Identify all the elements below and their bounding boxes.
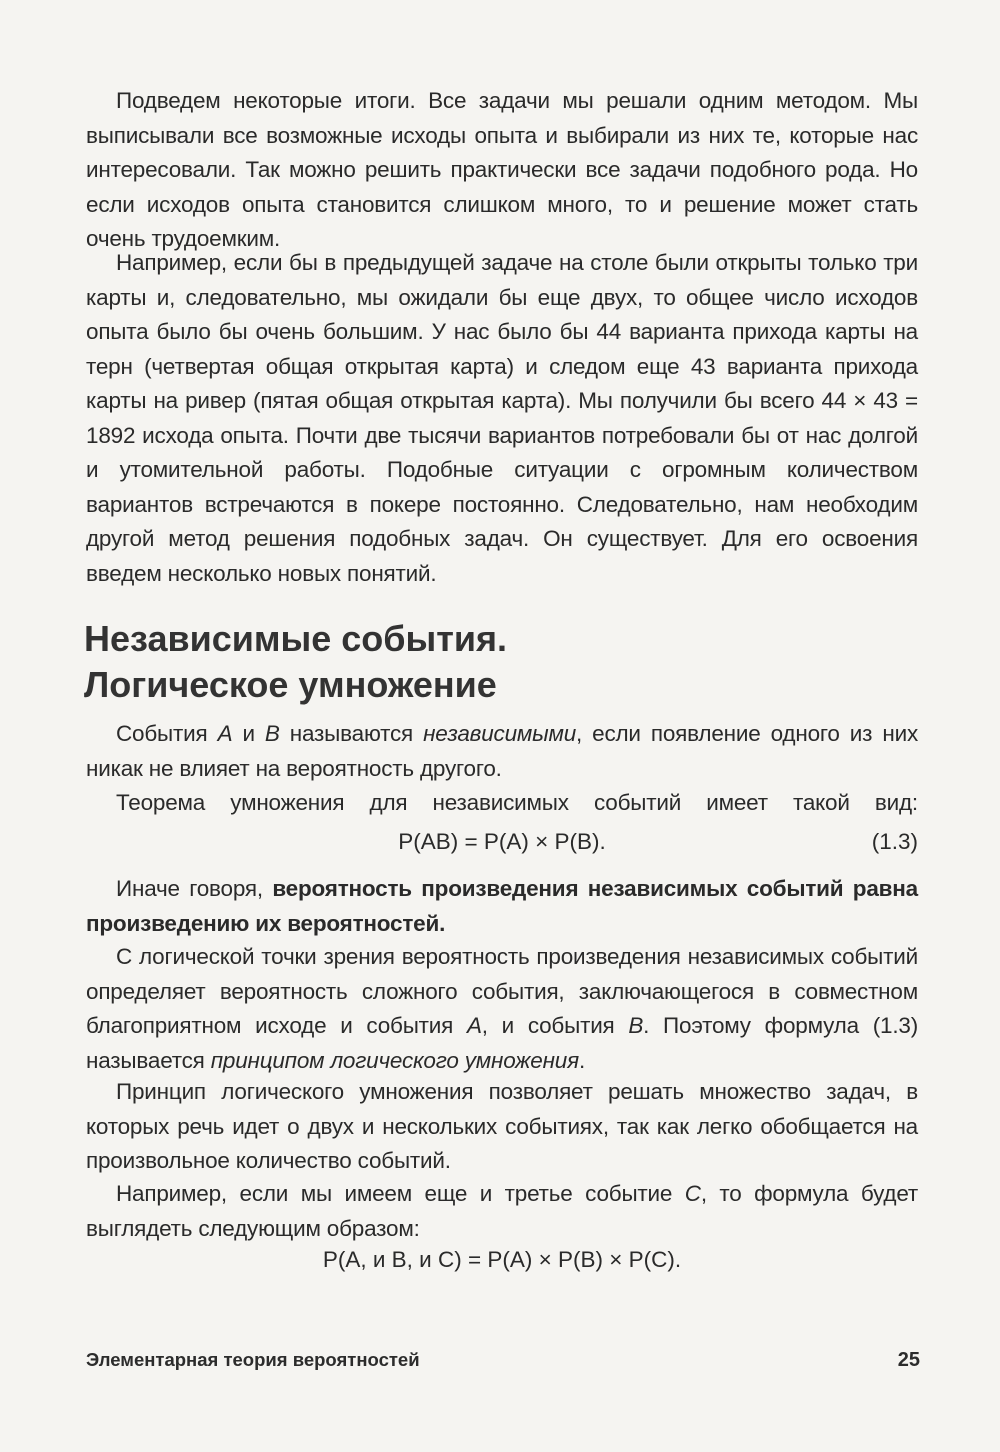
text-run: , и события [481, 1013, 629, 1038]
paragraph-principle-usage: Принцип логического умножения позволяет решать множество задач, в которых речь идет о двух и нескольких событиях, так как легко обобщается на произвольное количество событий. [86, 1079, 918, 1173]
term-logical-multiplication: принципом логического умножения [210, 1047, 579, 1073]
event-b: B [628, 1013, 644, 1038]
text-run: Например, если мы имеем еще и третье событие [116, 1181, 685, 1206]
text-run: и [232, 721, 265, 746]
formula-three-events-text: P(A, и B, и C) = P(A) × P(B) × P(C). [322, 1247, 682, 1272]
term-independent: независимыми [423, 721, 577, 746]
event-a: A [466, 1013, 482, 1038]
event-b: B [264, 721, 280, 746]
text-run: , то формула будет выглядеть следующим образом: [86, 1181, 918, 1241]
section-heading-line-2: Логическое умножение [84, 664, 497, 705]
event-c: C [684, 1181, 701, 1206]
formula-three-events [86, 1243, 918, 1277]
section-heading-line-1: Независимые события. [84, 618, 508, 659]
text-run: Иначе говоря, [116, 876, 273, 901]
bold-statement: вероятность произведения независимых событий равна произведению их вероятностей. [86, 876, 918, 936]
paragraph-logical-view [86, 940, 918, 1078]
paragraph-independent-definition [86, 717, 918, 786]
section-heading [84, 616, 924, 708]
text-run: С логической точки зрения вероятность произведения независимых событий определяет вероятность сложного события, заключающегося в совместном благоприятном исходе и события [86, 944, 918, 1038]
text-run: . [578, 1047, 586, 1073]
event-a: A [217, 721, 233, 746]
text-run: События [116, 721, 218, 746]
paragraph-summary: Подведем некоторые итоги. Все задачи мы решали одним методом. Мы выписывали все возможные исходы опыта и выбирали из них те, которые нас интересовали. Так можно решить практически все задачи подобного рода. Но если исходов опыта становится слишком много, то и решение может стать очень трудоемким. [86, 88, 918, 251]
text-run: , если появление одного из них никак не влияет на вероятность другого. [86, 721, 918, 781]
running-footer-title: Элементарная теория вероятностей [86, 1349, 420, 1370]
page-footer [86, 1345, 920, 1375]
paragraph-theorem-intro: Теорема умножения для независимых событий имеет такой вид: [116, 790, 918, 815]
text-run: называются [279, 721, 424, 746]
paragraph-example-turn-river: Например, если бы в предыдущей задаче на столе были открыты только три карты и, следовательно, мы ожидали бы еще двух, то общее число исходов опыта было бы очень большим. У нас было бы 44 варианта прихода карты на терн (четвертая общая открытая карта) и следом еще 43 варианта прихода карты на ривер (пятая общая открытая карта). Мы получили бы всего 44 × 43 = 1892 исхода опыта. Почти две тысячи вариантов потребовали бы от нас долгой и утомительной работы. Подобные ситуации с огромным количеством вариантов встречаются в покере постоянно. Следовательно, нам необходим другой метод решения подобных задач. Он существует. Для его освоения введем несколько новых понятий. [86, 250, 918, 586]
formula-1-3-text: P(AB) = P(A) × P(B). [398, 829, 606, 854]
page-number: 25 [897, 1349, 920, 1371]
paragraph-third-event [86, 1177, 918, 1246]
formula-1-3 [86, 825, 918, 859]
text-run: . Поэтому формула (1.3) называется [86, 1013, 918, 1073]
formula-number: (1.3) [871, 829, 918, 854]
paragraph-in-other-words [86, 872, 918, 941]
